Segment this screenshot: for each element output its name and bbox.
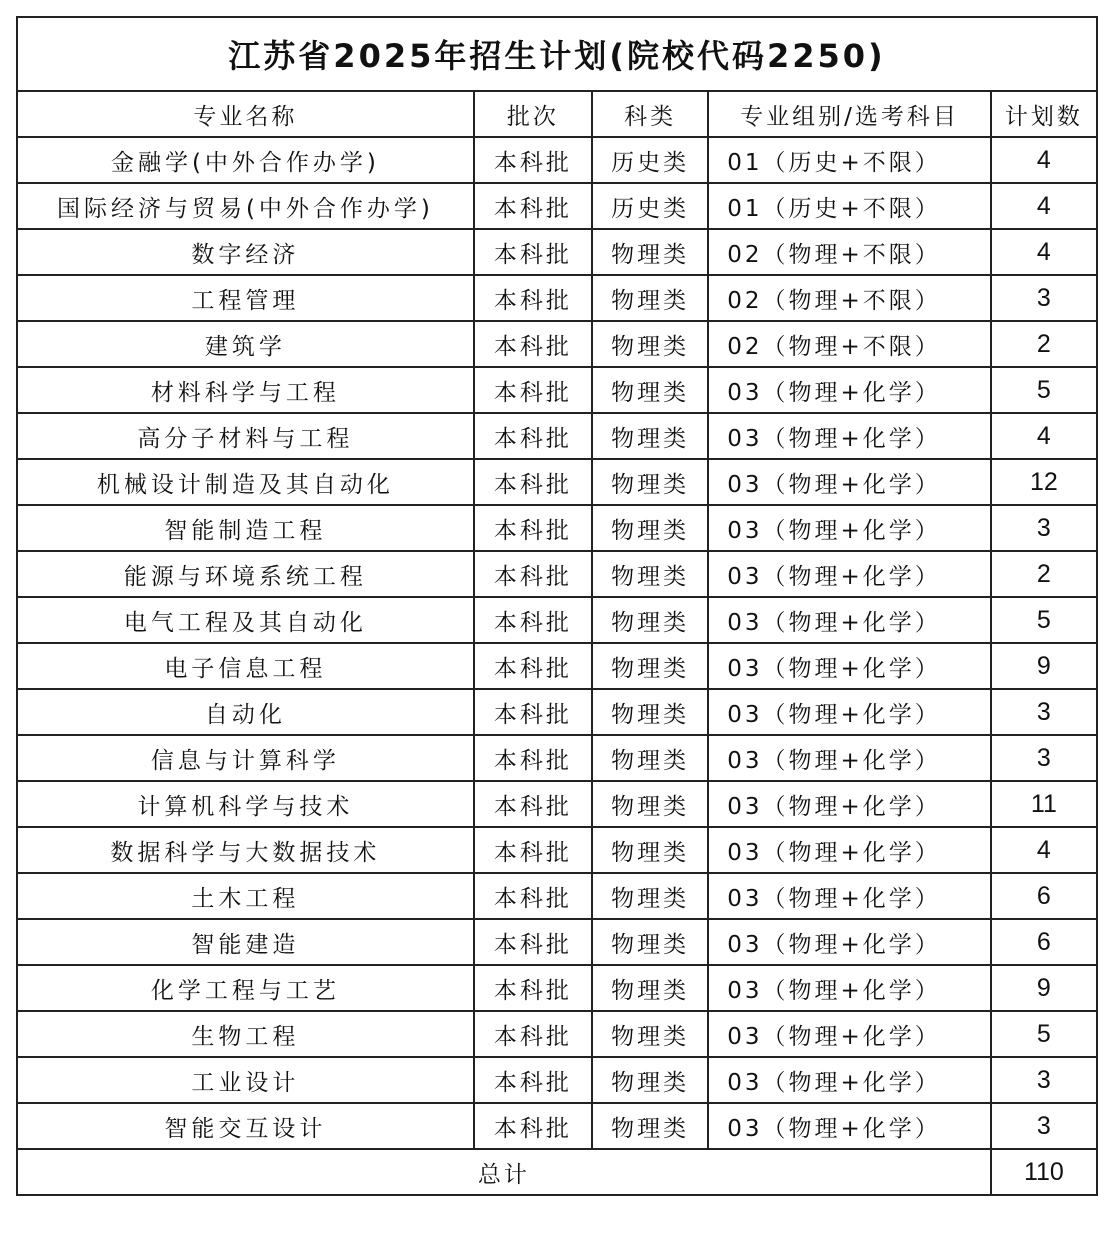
cell-count: 3 [991, 1057, 1097, 1103]
cell-count: 4 [991, 183, 1097, 229]
cell-group: 03（物理+化学） [708, 459, 991, 505]
cell-group: 03（物理+化学） [708, 827, 991, 873]
cell-count: 3 [991, 275, 1097, 321]
cell-batch: 本科批 [474, 873, 592, 919]
cell-count: 2 [991, 321, 1097, 367]
table-body [17, 137, 1097, 1149]
cell-name: 工业设计 [17, 1057, 474, 1103]
header-count: 计划数 [991, 91, 1097, 137]
cell-batch: 本科批 [474, 551, 592, 597]
table-row [17, 1057, 1097, 1103]
cell-type: 物理类 [592, 505, 708, 551]
cell-batch: 本科批 [474, 1011, 592, 1057]
header-type: 科类 [592, 91, 708, 137]
cell-batch: 本科批 [474, 367, 592, 413]
cell-batch: 本科批 [474, 413, 592, 459]
enrollment-plan-document [16, 16, 1098, 1196]
cell-count: 5 [991, 597, 1097, 643]
table-row [17, 459, 1097, 505]
cell-count: 9 [991, 965, 1097, 1011]
cell-count: 11 [991, 781, 1097, 827]
cell-batch: 本科批 [474, 827, 592, 873]
cell-batch: 本科批 [474, 735, 592, 781]
table-row [17, 873, 1097, 919]
table-row [17, 1103, 1097, 1149]
table-row [17, 275, 1097, 321]
table-row [17, 689, 1097, 735]
cell-count: 4 [991, 229, 1097, 275]
cell-count: 4 [991, 827, 1097, 873]
cell-batch: 本科批 [474, 1057, 592, 1103]
total-label: 总计 [17, 1149, 991, 1195]
cell-group: 03（物理+化学） [708, 1057, 991, 1103]
cell-type: 物理类 [592, 735, 708, 781]
cell-name: 计算机科学与技术 [17, 781, 474, 827]
cell-name: 金融学(中外合作办学) [17, 137, 474, 183]
cell-count: 5 [991, 367, 1097, 413]
cell-group: 03（物理+化学） [708, 413, 991, 459]
cell-type: 物理类 [592, 689, 708, 735]
cell-group: 03（物理+化学） [708, 919, 991, 965]
cell-name: 能源与环境系统工程 [17, 551, 474, 597]
cell-group: 02（物理+不限） [708, 275, 991, 321]
header-group: 专业组别/选考科目 [708, 91, 991, 137]
cell-count: 9 [991, 643, 1097, 689]
cell-type: 物理类 [592, 919, 708, 965]
cell-group: 02（物理+不限） [708, 229, 991, 275]
cell-batch: 本科批 [474, 965, 592, 1011]
cell-group: 01（历史+不限） [708, 183, 991, 229]
header-name: 专业名称 [17, 91, 474, 137]
cell-name: 数据科学与大数据技术 [17, 827, 474, 873]
total-row [17, 1149, 1097, 1195]
cell-name: 智能制造工程 [17, 505, 474, 551]
cell-type: 物理类 [592, 827, 708, 873]
cell-name: 土木工程 [17, 873, 474, 919]
cell-type: 物理类 [592, 413, 708, 459]
cell-name: 生物工程 [17, 1011, 474, 1057]
header-batch: 批次 [474, 91, 592, 137]
cell-type: 历史类 [592, 183, 708, 229]
cell-group: 03（物理+化学） [708, 597, 991, 643]
cell-type: 物理类 [592, 643, 708, 689]
cell-count: 3 [991, 735, 1097, 781]
table-row [17, 183, 1097, 229]
cell-count: 3 [991, 689, 1097, 735]
cell-group: 03（物理+化学） [708, 965, 991, 1011]
table-row [17, 321, 1097, 367]
cell-name: 智能建造 [17, 919, 474, 965]
cell-name: 信息与计算科学 [17, 735, 474, 781]
cell-batch: 本科批 [474, 689, 592, 735]
table-row [17, 827, 1097, 873]
cell-type: 物理类 [592, 229, 708, 275]
table-row [17, 597, 1097, 643]
cell-batch: 本科批 [474, 459, 592, 505]
cell-name: 国际经济与贸易(中外合作办学) [17, 183, 474, 229]
cell-count: 6 [991, 919, 1097, 965]
table-row [17, 919, 1097, 965]
cell-name: 数字经济 [17, 229, 474, 275]
cell-group: 03（物理+化学） [708, 505, 991, 551]
cell-type: 物理类 [592, 1103, 708, 1149]
total-count: 110 [991, 1149, 1097, 1195]
cell-name: 化学工程与工艺 [17, 965, 474, 1011]
cell-count: 6 [991, 873, 1097, 919]
table-row [17, 781, 1097, 827]
cell-name: 工程管理 [17, 275, 474, 321]
cell-name: 材料科学与工程 [17, 367, 474, 413]
cell-group: 03（物理+化学） [708, 1011, 991, 1057]
cell-group: 03（物理+化学） [708, 551, 991, 597]
cell-name: 智能交互设计 [17, 1103, 474, 1149]
cell-batch: 本科批 [474, 919, 592, 965]
cell-batch: 本科批 [474, 781, 592, 827]
cell-name: 电子信息工程 [17, 643, 474, 689]
cell-group: 03（物理+化学） [708, 781, 991, 827]
cell-count: 12 [991, 459, 1097, 505]
cell-group: 03（物理+化学） [708, 689, 991, 735]
cell-count: 4 [991, 413, 1097, 459]
table-row [17, 551, 1097, 597]
cell-type: 物理类 [592, 965, 708, 1011]
header-row [17, 91, 1097, 137]
cell-count: 5 [991, 1011, 1097, 1057]
table-row [17, 965, 1097, 1011]
cell-type: 物理类 [592, 459, 708, 505]
table-row [17, 229, 1097, 275]
cell-type: 物理类 [592, 873, 708, 919]
table-row [17, 643, 1097, 689]
cell-name: 高分子材料与工程 [17, 413, 474, 459]
cell-batch: 本科批 [474, 275, 592, 321]
cell-type: 物理类 [592, 597, 708, 643]
cell-type: 物理类 [592, 321, 708, 367]
table-row [17, 413, 1097, 459]
cell-type: 物理类 [592, 551, 708, 597]
cell-group: 02（物理+不限） [708, 321, 991, 367]
enrollment-plan-table [16, 16, 1098, 1196]
cell-name: 机械设计制造及其自动化 [17, 459, 474, 505]
cell-count: 4 [991, 137, 1097, 183]
cell-batch: 本科批 [474, 1103, 592, 1149]
cell-name: 自动化 [17, 689, 474, 735]
cell-type: 物理类 [592, 1011, 708, 1057]
cell-group: 03（物理+化学） [708, 1103, 991, 1149]
table-row [17, 735, 1097, 781]
cell-type: 物理类 [592, 781, 708, 827]
cell-count: 2 [991, 551, 1097, 597]
cell-batch: 本科批 [474, 183, 592, 229]
title-row [17, 17, 1097, 91]
cell-type: 物理类 [592, 1057, 708, 1103]
table-row [17, 367, 1097, 413]
table-row [17, 505, 1097, 551]
cell-batch: 本科批 [474, 505, 592, 551]
table-title: 江苏省2025年招生计划(院校代码2250) [17, 17, 1097, 91]
cell-name: 建筑学 [17, 321, 474, 367]
cell-batch: 本科批 [474, 597, 592, 643]
cell-group: 03（物理+化学） [708, 643, 991, 689]
cell-type: 物理类 [592, 275, 708, 321]
cell-group: 03（物理+化学） [708, 367, 991, 413]
cell-type: 物理类 [592, 367, 708, 413]
table-row [17, 1011, 1097, 1057]
table-row [17, 137, 1097, 183]
cell-count: 3 [991, 505, 1097, 551]
cell-group: 01（历史+不限） [708, 137, 991, 183]
cell-count: 3 [991, 1103, 1097, 1149]
cell-name: 电气工程及其自动化 [17, 597, 474, 643]
cell-group: 03（物理+化学） [708, 873, 991, 919]
cell-group: 03（物理+化学） [708, 735, 991, 781]
cell-type: 历史类 [592, 137, 708, 183]
cell-batch: 本科批 [474, 643, 592, 689]
cell-batch: 本科批 [474, 137, 592, 183]
cell-batch: 本科批 [474, 229, 592, 275]
cell-batch: 本科批 [474, 321, 592, 367]
